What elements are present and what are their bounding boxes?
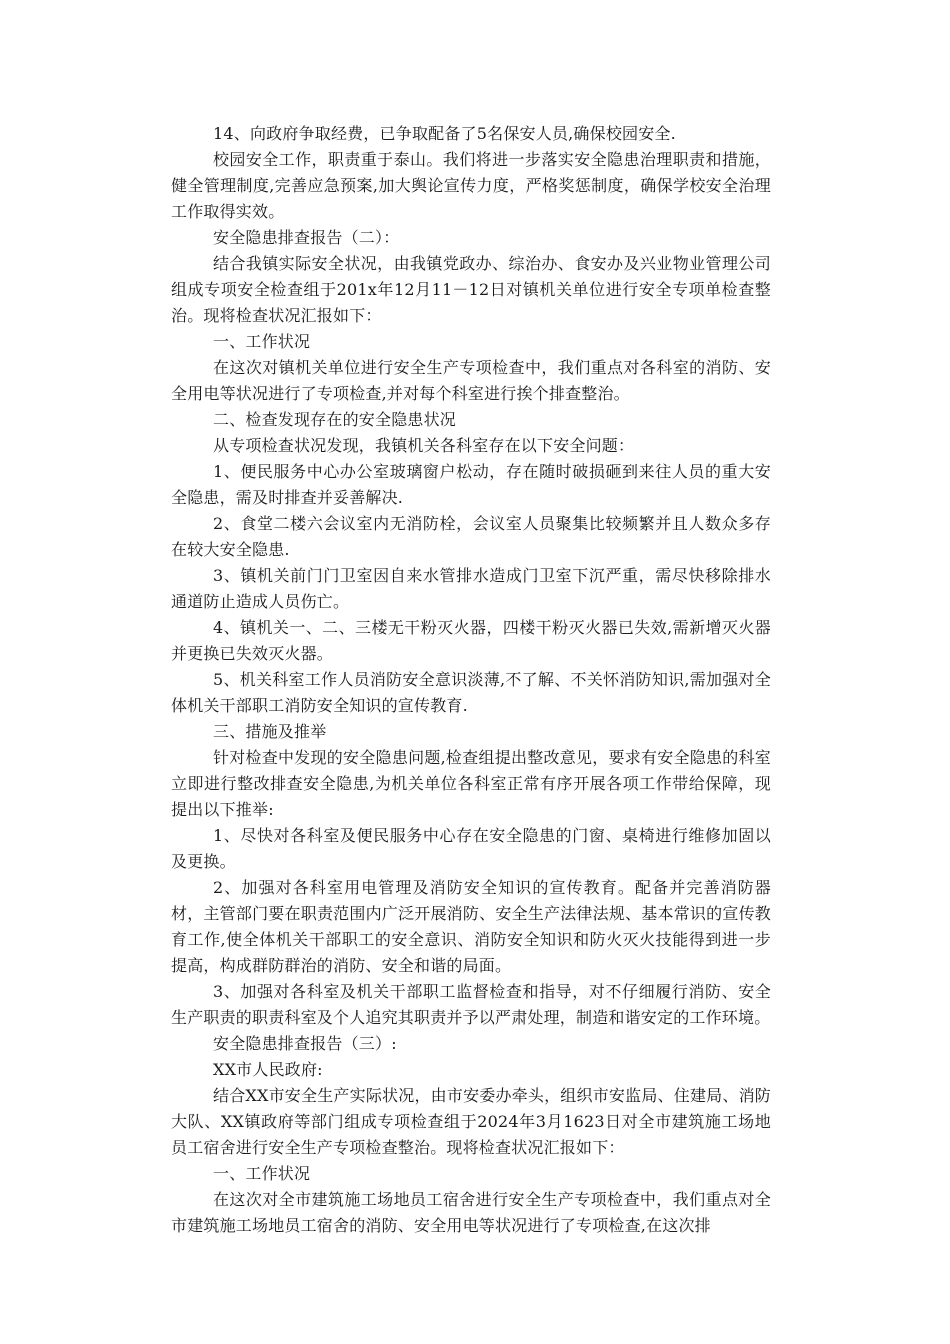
list-item: 4、镇机关一、二、三楼无干粉灭火器，四楼干粉灭火器已失效,需新增灭火器并更换已失效灭火器。 [171, 618, 771, 663]
section-heading: 一、工作状况 [213, 332, 311, 351]
section-heading: 二、检查发现存在的安全隐患状况 [213, 410, 457, 429]
section-heading: 安全隐患排查报告（三）: [213, 1034, 397, 1053]
list-item: 3、加强对各科室及机关干部职工监督检查和指导，对不仔细履行消防、安全生产职责的职责科室及个人追究其职责并予以严肃处理，制造和谐安定的工作环境。 [171, 982, 771, 1027]
list-item: 5、机关科室工作人员消防安全意识淡薄,不了解、不关怀消防知识,需加强对全体机关干部职工消防安全知识的宣传教育. [171, 670, 771, 715]
paragraph: 结合XX市安全生产实际状况，由市安委办牵头，组织市安监局、住建局、消防大队、XX镇政府等部门组成专项检查组于2024年3月1623日对全市建筑施工场地员工宿舍进行安全生产专项检查整治。现将检查状况汇报如下： [171, 1086, 771, 1157]
section-heading: 安全隐患排查报告（二）： [213, 228, 400, 247]
paragraph: 校园安全工作，职责重于泰山。我们将进一步落实安全隐患治理职责和措施，健全管理制度,完善应急预案,加大舆论宣传力度，严格奖惩制度，确保学校安全治理工作取得实效。 [171, 150, 771, 221]
list-item: 2、食堂二楼六会议室内无消防栓，会议室人员聚集比较频繁并且人数众多存在较大安全隐患. [171, 514, 771, 559]
salutation: XX市人民政府: [213, 1060, 323, 1079]
list-item: 2、加强对各科室用电管理及消防安全知识的宣传教育。配备并完善消防器材，主管部门要在职责范围内广泛开展消防、安全生产法律法规、基本常识的宣传教育工作,使全体机关干部职工的安全意识、消防安全知识和防火灭火技能得到进一步提高，构成群防群治的消防、安全和谐的局面。 [171, 878, 771, 975]
paragraph: 从专项检查状况发现，我镇机关各科室存在以下安全问题： [213, 436, 635, 455]
paragraph: 在这次对镇机关单位进行安全生产专项检查中，我们重点对各科室的消防、安全用电等状况进行了专项检查,并对每个科室进行挨个排查整治。 [171, 358, 771, 403]
list-item: 1、便民服务中心办公室玻璃窗户松动，存在随时破损砸到来往人员的重大安全隐患，需及时排查并妥善解决. [171, 462, 771, 507]
paragraph: 针对检查中发现的安全隐患问题,检查组提出整改意见，要求有安全隐患的科室立即进行整改排查安全隐患,为机关单位各科室正常有序开展各项工作带给保障，现提出以下推举: [171, 748, 771, 819]
section-heading: 一、工作状况 [213, 1164, 311, 1183]
list-item: 3、镇机关前门门卫室因自来水管排水造成门卫室下沉严重，需尽快移除排水通道防止造成人员伤亡。 [171, 566, 771, 611]
paragraph: 14、向政府争取经费，已争取配备了5名保安人员,确保校园安全. [213, 124, 676, 143]
paragraph: 在这次对全市建筑施工场地员工宿舍进行安全生产专项检查中，我们重点对全市建筑施工场地员工宿舍的消防、安全用电等状况进行了专项检查,在这次排 [171, 1190, 771, 1235]
section-heading: 三、措施及推举 [213, 722, 327, 741]
list-item: 1、尽快对各科室及便民服务中心存在安全隐患的门窗、桌椅进行维修加固以及更换。 [171, 826, 771, 871]
paragraph: 结合我镇实际安全状况，由我镇党政办、综治办、食安办及兴业物业管理公司组成专项安全检查组于201x年12月11－12日对镇机关单位进行安全专项单检查整治。现将检查状况汇报如下： [171, 254, 771, 325]
document-page [171, 121, 771, 1239]
